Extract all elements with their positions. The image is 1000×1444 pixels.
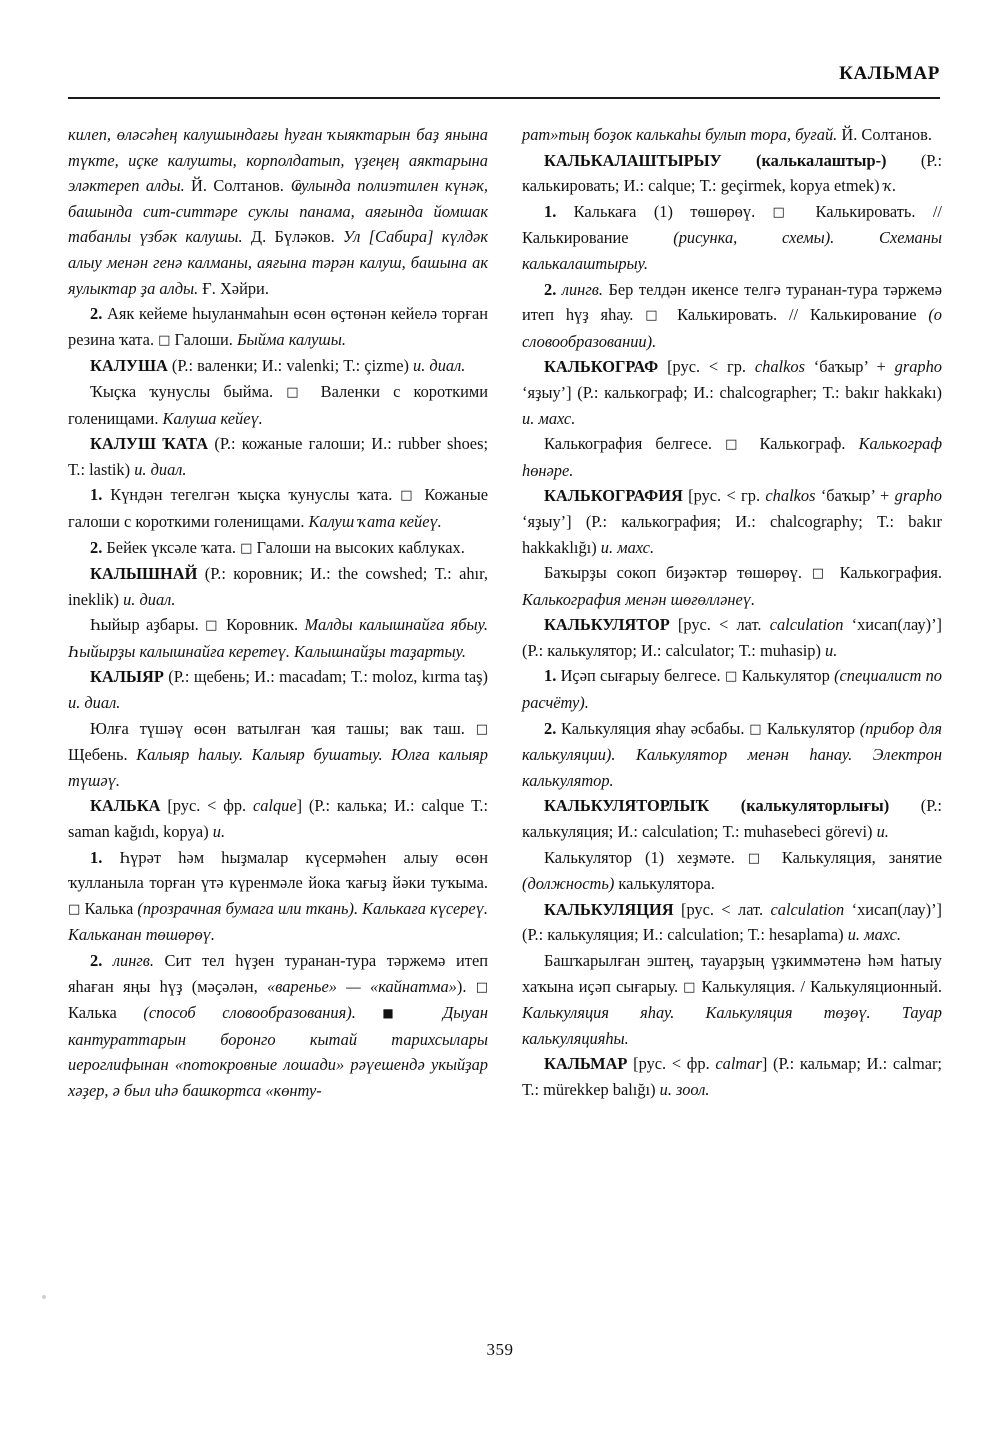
entry-paragraph xyxy=(522,483,942,560)
italic-text: и. xyxy=(825,640,838,660)
italic-text: Быйма калушы. xyxy=(236,329,346,349)
body-text: Баҡырҙы сокоп биҙәктәр төшөрөү. xyxy=(544,563,812,583)
body-text: ‘хисап(лау)’] (Р.: калькулятор; И.: calculator; Т.: muhasip) xyxy=(522,615,942,660)
filled-square-icon: ■ xyxy=(382,1006,417,1021)
left-column xyxy=(68,122,488,1312)
italic-text: лингв. xyxy=(102,951,154,970)
body-text: Калькулятор (1) хеҙмәте. xyxy=(544,847,748,867)
body-text: Й. Солтанов. xyxy=(184,176,291,196)
body-text: Кожаные галоши с короткими голенищами. xyxy=(68,485,488,531)
entry-paragraph xyxy=(68,664,488,715)
italic-text: лингв. xyxy=(556,279,603,299)
open-square-icon: □ xyxy=(400,488,417,504)
entry-paragraph xyxy=(522,277,942,355)
italic-text: calculation xyxy=(769,615,844,635)
italic-text: calmar xyxy=(715,1054,762,1074)
italic-text: (специалист по расчёту). xyxy=(522,666,942,713)
entry-paragraph xyxy=(522,431,942,483)
open-square-icon: □ xyxy=(158,332,171,348)
entry-paragraph xyxy=(68,561,488,612)
entry-paragraph xyxy=(68,845,488,948)
body-text: Һүрәт һәм һыҙмалар күсермәһен алыу өсөн ҡулланыла торған үтә күренмәле йока ҡағыҙ йәки туҡыма. xyxy=(68,847,488,893)
body-text: Калькография белгесе. xyxy=(544,434,726,454)
entry-paragraph xyxy=(522,199,942,277)
text-columns xyxy=(68,122,942,1312)
body-text: Иҫәп сығарыу белгесе. xyxy=(556,666,725,686)
headword-text: КАЛЬКУЛЯЦИЯ xyxy=(544,899,674,919)
body-text: Калькулятор xyxy=(762,718,860,738)
entry-paragraph xyxy=(522,148,942,199)
body-text: Коровник. xyxy=(219,615,305,635)
open-square-icon: □ xyxy=(683,979,697,995)
open-square-icon: □ xyxy=(68,901,81,917)
italic-text: Калуш ҡата кейеү. xyxy=(308,511,442,531)
italic-text: (рисунка, схемы). Схеманы калькалаштырыу. xyxy=(522,228,942,273)
headword-text: 2. xyxy=(90,304,103,324)
open-square-icon: □ xyxy=(645,308,666,324)
italic-text: «варенье» — «кайнатма» xyxy=(267,976,457,996)
body-text: Калькулятор xyxy=(737,666,835,686)
open-square-icon: □ xyxy=(724,669,738,685)
open-square-icon: □ xyxy=(772,204,799,220)
italic-text: и. махс. xyxy=(522,408,576,428)
entry-paragraph xyxy=(522,354,942,431)
body-text: ‘хисап(лау)’] (Р.: калькуляция; И.: calculation; Т.: hesaplama) xyxy=(522,899,942,945)
body-text: [рус. < лат. xyxy=(669,615,770,635)
body-text: Калька xyxy=(80,898,138,918)
italic-text: Ул [Сабира] күлдәк алыу менән генә калманы, аяғына тәрән калуш, башына ак яулыктар ҙа алды. xyxy=(68,227,488,298)
body-text: ‘яҙыу’] (Р.: калькография; И.: chalcography; Т.: bakır hakkaklığı) xyxy=(522,511,942,557)
italic-text: и. диал. xyxy=(413,356,466,376)
headword-text: 1. xyxy=(544,201,557,221)
running-head-text: КАЛЬМАР xyxy=(839,63,940,84)
body-text: Калькировать. // Калькирование xyxy=(522,201,942,248)
body-text: Бейек үксәле ҡата. xyxy=(102,537,241,557)
italic-text: chalkos xyxy=(765,486,816,506)
entry-paragraph xyxy=(522,845,942,897)
open-square-icon: □ xyxy=(240,540,253,556)
body-text: калькулятора. xyxy=(614,874,715,894)
open-square-icon: □ xyxy=(811,566,830,582)
body-text xyxy=(356,1003,383,1022)
body-text: Галоши. xyxy=(170,329,237,349)
headword-text: КАЛЬКОГРАФ xyxy=(544,357,659,377)
open-square-icon: □ xyxy=(475,979,489,995)
body-text: (Р.: коровник; И.: the cowshed; Т.: ahır, ineklik) xyxy=(68,564,488,609)
headword-text: КАЛЬКОГРАФИЯ xyxy=(544,486,683,506)
italic-text: chalkos xyxy=(754,357,805,377)
open-square-icon: □ xyxy=(747,850,769,866)
italic-text: grapho xyxy=(894,486,942,506)
italic-text: Ҩулында полиэтилен күнәк, башында сит-ситтәре суклы панама, аяғында йомшак табанлы үзбәк калушы. xyxy=(68,176,488,247)
entry-paragraph xyxy=(522,948,942,1051)
body-text: Калькуляция яһау әсбабы. xyxy=(556,718,750,738)
italic-text: рат»тың боҙок калькаһы булып тора, буғай. xyxy=(522,125,838,144)
headword-text: КАЛЬМАР xyxy=(544,1054,628,1074)
body-text: Бер телдән икенсе телгә туранан-тура тәржемә итеп һүҙ яһау. xyxy=(522,279,943,325)
body-text: [рус. < фр. xyxy=(627,1054,716,1074)
body-text: Һыйыр аҙбары. xyxy=(90,615,206,635)
body-text: (Р.: кожаные галоши; И.: rubber shoes; Т.: lastik) xyxy=(68,434,488,479)
italic-text: и. диал. xyxy=(134,459,187,479)
headword-text: КАЛЬКА xyxy=(90,796,161,816)
italic-text: килеп, өләсәһең калушындағы һуған ҡыяктарын баҙ янына түкте, иҫке калушты, корполдатып, үҙеңең аяктарына эләктереп алды. xyxy=(68,125,488,196)
body-text: Аяк кейеме һыуланмаһын өсөн өҫтөнән кейелә торған резина ҡата. xyxy=(68,304,488,349)
entry-paragraph xyxy=(522,897,942,948)
headword-text: 1. xyxy=(90,485,103,505)
body-text: Калькограф. xyxy=(746,434,859,454)
right-column xyxy=(522,122,942,1312)
italic-text: (должность) xyxy=(522,874,615,894)
body-text: Калькуляция, занятие xyxy=(768,847,942,867)
body-text: Калька xyxy=(68,1003,144,1023)
entry-paragraph xyxy=(68,482,488,534)
italic-text: grapho xyxy=(894,357,942,377)
body-text: Сит тел һүҙен туранан-тура тәржемә итеп яһаған яңы һүҙ (мәҫәлән, xyxy=(68,951,488,996)
entry-paragraph xyxy=(68,379,488,431)
body-text: ‘баҡыр’ + xyxy=(815,486,895,506)
body-text: [рус. < гр. xyxy=(658,357,755,377)
body-text: Юлға түшәү өсөн ватылған ҡая ташы; вак таш. xyxy=(90,718,476,738)
italic-text: и. зоол. xyxy=(659,1079,710,1099)
headword-text: 2. xyxy=(90,951,103,970)
open-square-icon: □ xyxy=(725,437,747,453)
body-text: Күндән тегелгән ҡыҫка ҡунyслы ҡата. xyxy=(102,485,401,505)
italic-text: (прозрачная бумага или ткань). Калькаға күсереү. Кальканан төшөрөү. xyxy=(68,898,488,945)
body-text: Валенки с короткими голенищами. xyxy=(68,381,488,428)
body-text: (Р.: калькировать; И.: calque; Т.: geçirmek, kopya etmek) xyxy=(522,150,942,196)
body-text: Ҡыҫка ҡунyслы быйма. xyxy=(90,381,287,401)
headword-text: 2. xyxy=(544,279,557,299)
body-text: Д. Бүләков. xyxy=(242,227,343,247)
open-square-icon: □ xyxy=(475,721,488,737)
italic-text: и. махс. xyxy=(600,537,655,557)
headword-text: 1. xyxy=(544,666,557,686)
open-square-icon: □ xyxy=(749,721,763,737)
italic-text: и. диал. xyxy=(123,589,176,609)
open-square-icon: □ xyxy=(286,384,308,400)
italic-text: Калькуляция яһау. Калькуляция төҙөү. Тауар калькуляцияһы. xyxy=(522,1003,942,1048)
body-text: Калькография. xyxy=(829,563,942,583)
italic-text: Дыуан кантураттарын боронго кытай тарихсылары иероглифынан «потокровные лошади» рәүешендә укыйҙар хәҙер, ә был иһә башкортса «көнту- xyxy=(68,1003,488,1100)
body-text: Калькаға (1) төшөрөү. xyxy=(556,201,773,221)
body-text: Галоши на высоких каблуках. xyxy=(252,537,465,557)
italic-text: Калуша кейеү. xyxy=(162,408,263,428)
italic-text: (способ словообразования). xyxy=(143,1003,356,1023)
entry-paragraph xyxy=(522,663,942,715)
body-text: (Р.: валенки; И.: valenki; Т.: çizme) xyxy=(167,356,414,376)
entry-paragraph xyxy=(68,612,488,664)
headword-text: КАЛЫШНАЙ xyxy=(90,564,198,584)
headword-text: КАЛЬКУЛЯТОРЛЫҠ (калькуляторлығы) xyxy=(544,796,890,816)
body-text: (Р.: щебень; И.: macadam; Т.: moloz, kırma taş) xyxy=(163,667,488,687)
body-text: Щебень. xyxy=(68,745,137,765)
italic-text: и. xyxy=(876,822,889,842)
headword-text: КАЛЬКАЛАШТЫРЫУ (калькалаштыр-) xyxy=(544,150,887,170)
entry-paragraph xyxy=(68,948,488,1104)
body-text: [рус. < гр. xyxy=(682,486,766,506)
body-text: [рус. < фр. xyxy=(160,796,253,816)
page-number: 359 xyxy=(486,1340,514,1359)
body-text: [рус. < лат. xyxy=(673,899,771,919)
header-rule xyxy=(68,97,940,99)
scan-speck xyxy=(42,1295,46,1299)
entry-paragraph xyxy=(522,122,942,148)
italic-text: calculation xyxy=(770,899,845,919)
italic-text: Малды калышнайға ябыу. Һыйырҙы калышнайға керетеү. Калышнайҙы таҙартыу. xyxy=(68,615,488,661)
headword-text: КАЛЫЯР xyxy=(90,667,164,687)
running-head xyxy=(68,62,940,96)
body-text: ] (Р.: калька; И.: calque Т.: saman kağıdı, kopya) xyxy=(68,796,489,842)
entry-paragraph xyxy=(522,716,942,794)
italic-text: и. диал. xyxy=(68,693,121,713)
italic-text: Калыяр һалыу. Калыяр бушатыу. Юлға калыяр түшәү. xyxy=(68,745,488,790)
italic-text: Калькограф һөнәре. xyxy=(522,434,942,480)
body-text: ‘яҙыу’] (Р.: калькограф; И.: chalcographer; Т.: bakır hakkakı) xyxy=(522,382,942,402)
headword-text: КАЛУША xyxy=(90,356,168,376)
italic-text: (прибор для калькуляции). Калькулятор менән һанау. Электрон калькулятор. xyxy=(522,718,942,790)
entry-paragraph xyxy=(522,1051,942,1102)
page-folio xyxy=(0,1340,1000,1360)
italic-text: calque xyxy=(252,796,297,816)
italic-text: и. махс. xyxy=(847,925,902,945)
body-text: Калькировать. // Калькирование xyxy=(665,305,929,325)
body-text: Й. Солтанов. xyxy=(837,125,932,144)
entry-paragraph xyxy=(522,612,942,663)
entry-paragraph xyxy=(68,535,488,562)
body-text: Ғ. Хәйри. xyxy=(198,278,269,298)
entry-paragraph xyxy=(68,122,488,301)
headword-text: 2. xyxy=(90,537,103,557)
headword-text: КАЛЬКУЛЯТОР xyxy=(544,615,670,635)
entry-paragraph xyxy=(68,793,488,844)
italic-text: и. xyxy=(212,822,226,842)
entry-paragraph xyxy=(522,793,942,844)
entry-paragraph xyxy=(68,301,488,353)
headword-text: 2. xyxy=(544,718,557,738)
entry-paragraph xyxy=(68,353,488,379)
italic-text: Калькография менән шөғөлләнеү. xyxy=(522,589,756,609)
italic-text: ҡ. xyxy=(883,176,897,196)
entry-paragraph xyxy=(68,716,488,794)
headword-text: 1. xyxy=(90,847,103,867)
italic-text: (о словообразовании). xyxy=(522,305,942,351)
open-square-icon: □ xyxy=(205,618,220,634)
entry-paragraph xyxy=(522,560,942,612)
body-text: ). xyxy=(456,976,476,996)
headword-text: КАЛУШ ҠАТА xyxy=(90,434,209,454)
body-text: ‘баҡыр’ + xyxy=(804,357,895,377)
body-text: Калькуляция. / Калькуляционный. xyxy=(696,976,942,996)
body-text: ] (Р.: кальмар; И.: calmar; Т.: mürekkep balığı) xyxy=(522,1054,942,1099)
body-text: (Р.: калькуляция; И.: calculation; Т.: muhasebeci görevi) xyxy=(522,796,942,842)
entry-paragraph xyxy=(68,431,488,482)
body-text: Башҡарылған эштең, тауарҙың үҙкиммәтенә һәм һатыу хаҡына иҫәп сығарыу. xyxy=(522,951,942,996)
